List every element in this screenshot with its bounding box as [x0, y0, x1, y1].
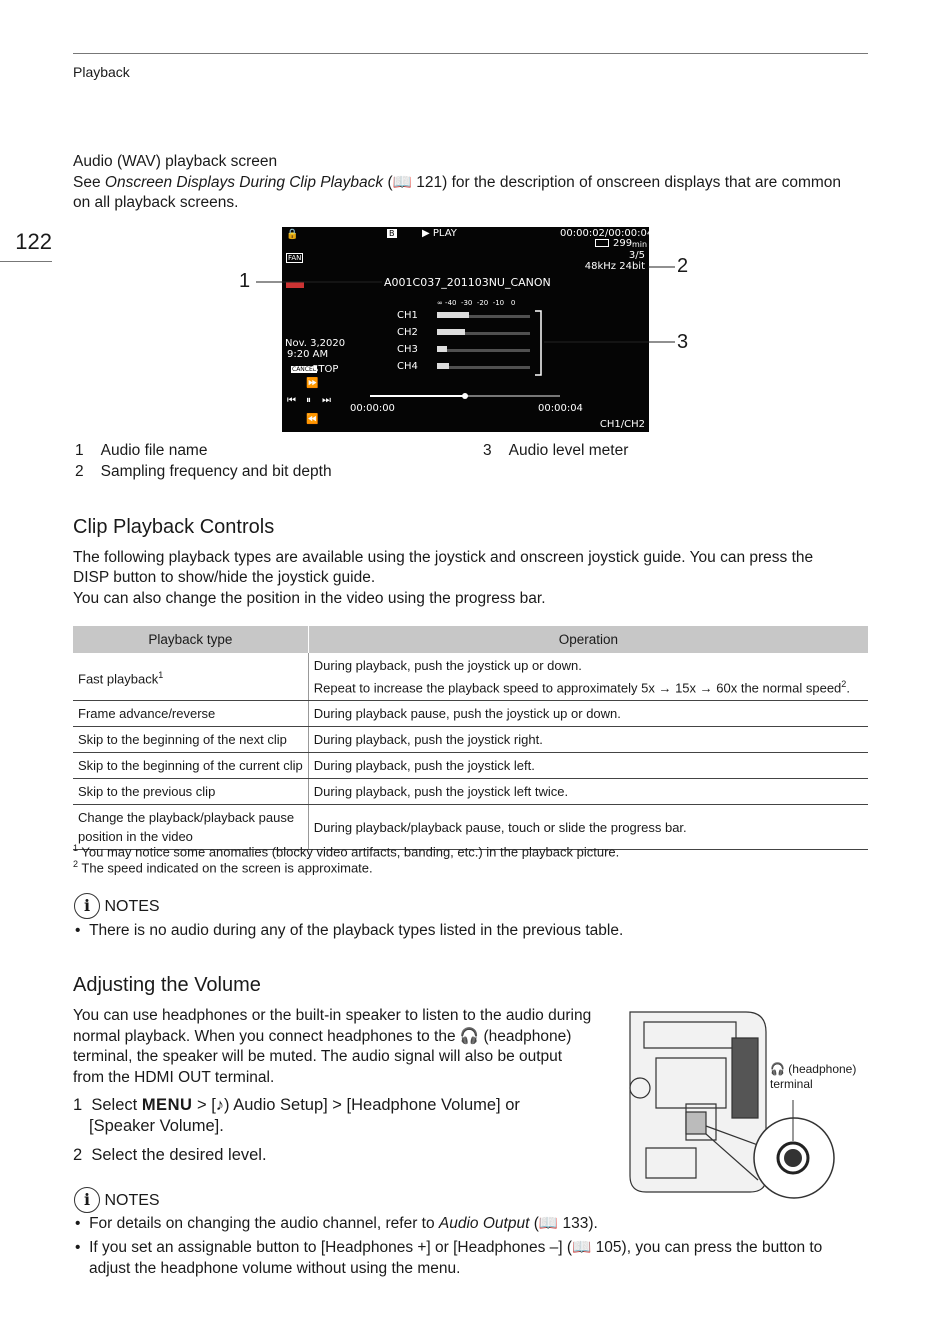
legend-item	[75, 463, 332, 481]
time-start: 00:00:00	[350, 403, 395, 414]
info-icon: i	[74, 893, 100, 919]
info-icon: i	[74, 1187, 100, 1213]
wav-intro: See Onscreen Displays During Clip Playback (📖 121) for the description of onscreen displays that are common	[73, 174, 842, 191]
volume-heading: Adjusting the Volume	[73, 974, 261, 996]
clip-counter: 3/5	[628, 250, 645, 261]
clip-para-line2: DISP button to show/hide the joystick guide.	[73, 569, 376, 586]
playback-table	[73, 626, 868, 850]
figure-label	[770, 1062, 856, 1092]
page-number-rule	[0, 261, 52, 262]
clip-controls-heading: Clip Playback Controls	[73, 516, 275, 538]
wav-intro-see: See	[73, 174, 105, 191]
cell-operation: During playback, push the joystick left twice.	[308, 779, 868, 805]
play-status: ▶ PLAY	[422, 228, 457, 239]
headphone-icon: 🎧	[770, 1062, 785, 1076]
cancel-badge: CANCEL	[292, 366, 317, 373]
cell-operation: During playback pause, push the joystick up or down.	[308, 701, 868, 727]
bullet-icon: •	[75, 1239, 81, 1256]
footnote-ref: 1	[158, 669, 164, 680]
note-item	[75, 1238, 822, 1259]
cell-operation: During playback, push the joystick left.	[308, 753, 868, 779]
channel-label-4: CH4	[397, 361, 418, 372]
legend-num: 1	[75, 442, 84, 459]
cell-type: Frame advance/reverse	[73, 701, 308, 727]
volume-para-line	[73, 1027, 571, 1048]
legend-num: 2	[75, 463, 84, 480]
footnote-text: You may notice some anomalies (blocky video artifacts, banding, etc.) in the playback picture.	[81, 844, 620, 860]
footnote-mark: 2	[73, 859, 79, 869]
note-ref[interactable]: 105	[595, 1239, 622, 1256]
step-text: Audio Setup] > [Headphone Volume] or	[229, 1096, 520, 1114]
legend-item	[483, 442, 628, 460]
cell-operation: During playback/playback pause, touch or slide the progress bar.	[308, 805, 868, 850]
volume-text: (headphone)	[479, 1028, 572, 1045]
wav-intro-line2: on all playback screens.	[73, 194, 239, 211]
bullet-icon: •	[75, 922, 81, 939]
op-tail: .	[846, 680, 850, 696]
notes-heading	[74, 893, 160, 919]
figure-label-text: (headphone)	[784, 1062, 857, 1076]
channel-label-3: CH3	[397, 344, 418, 355]
wav-intro-rest: ) for the description of onscreen displays that are common	[442, 174, 842, 191]
volume-para-line: from the HDMI OUT terminal.	[73, 1069, 275, 1086]
battery-icon	[595, 239, 609, 247]
legend-item	[75, 442, 207, 460]
table-row	[73, 727, 868, 753]
legend-num: 3	[483, 442, 492, 459]
playback-time: 9:20 AM	[287, 349, 329, 360]
step-1-line2: [Speaker Volume].	[89, 1117, 224, 1135]
cell-operation-line	[314, 675, 863, 697]
table-row	[73, 753, 868, 779]
legend-text: Audio level meter	[508, 442, 629, 459]
footnote-ref: 2	[841, 679, 847, 689]
bullet-icon: •	[75, 1215, 81, 1232]
note-item: • For details on changing the audio channel, refer to Audio Output (📖 133).	[75, 1215, 598, 1232]
progress-knob[interactable]	[462, 393, 468, 399]
note-text: ), you can press the button to	[621, 1239, 823, 1256]
callout-1: 1	[239, 270, 251, 292]
col-header-operation: Operation	[308, 626, 868, 653]
figure-label-line: terminal	[770, 1077, 813, 1091]
note-item-line2: adjust the headphone volume without using the menu.	[89, 1260, 461, 1277]
cell-type: Skip to the beginning of the current clip	[73, 753, 308, 779]
progress-bar[interactable]	[370, 395, 560, 397]
table-row	[73, 653, 868, 701]
progress-fill	[370, 395, 465, 397]
channel-label-2: CH2	[397, 327, 418, 338]
legend-text: Audio file name	[100, 442, 208, 459]
camera-headphone-figure	[626, 1008, 866, 1200]
playback-date: Nov. 3,2020	[285, 338, 346, 349]
col-header-type: Playback type	[73, 626, 308, 653]
stop-label: STOP	[312, 364, 339, 375]
step-number: 1	[73, 1096, 83, 1114]
battery-unit: min	[632, 240, 648, 249]
book-icon: 📖	[392, 174, 412, 191]
callout-2: 2	[677, 255, 689, 277]
note-text: For details on changing the audio channel, refer to	[89, 1215, 439, 1232]
cell-type-line: Change the playback/playback pause	[78, 810, 295, 826]
clip-para2: You can also change the position in the video using the progress bar.	[73, 590, 546, 607]
book-icon: 📖	[538, 1215, 559, 1232]
notes-label: NOTES	[104, 1191, 160, 1209]
time-end: 00:00:04	[538, 403, 583, 414]
wav-intro-ref[interactable]: 121	[416, 174, 443, 191]
channel-label-1: CH1	[397, 310, 418, 321]
table-header-row	[73, 626, 868, 653]
wav-heading: Audio (WAV) playback screen	[73, 153, 278, 170]
cell-type: Skip to the beginning of the next clip	[73, 727, 308, 753]
header-rule	[73, 53, 868, 54]
callout-3: 3	[677, 331, 689, 353]
timecode: 00:00:02/00:00:04	[560, 228, 654, 239]
fast-forward-icon: ⏩	[306, 378, 319, 389]
audio-setup-icon: ♪)	[215, 1096, 230, 1114]
notes-label: NOTES	[104, 897, 160, 915]
footnote	[73, 856, 373, 876]
note-ref[interactable]: 133	[562, 1215, 589, 1232]
pause-icon: ⏸	[306, 395, 311, 406]
note-text: If you set an assignable button to [Headphones +] or [Headphones –] (	[89, 1239, 573, 1256]
volume-para-line: You can use headphones or the built-in speaker to listen to the audio during	[73, 1007, 592, 1024]
battery-minutes: 299	[613, 238, 633, 249]
lock-icon: 🔒	[286, 229, 299, 240]
note-item	[75, 921, 623, 942]
step-number: 2	[73, 1146, 83, 1164]
volume-text: normal playback. When you connect headphones to the	[73, 1028, 460, 1045]
book-icon: 📖	[572, 1239, 592, 1256]
footnote-text: The speed indicated on the screen is approximate.	[81, 860, 373, 876]
table-row	[73, 701, 868, 727]
running-title: Playback	[73, 64, 130, 80]
step-text: Select the desired level.	[91, 1146, 267, 1164]
page-number: 122	[15, 229, 52, 254]
meter-scale: ∞ -40 -30 -20 -10 0	[437, 299, 516, 307]
fan-badge: FAN	[288, 254, 302, 262]
figure-label-line	[770, 1062, 856, 1077]
skip-next-icon: ⏭	[322, 395, 331, 406]
rewind-icon: ⏪	[306, 414, 319, 425]
cell-type	[73, 653, 308, 701]
table-row	[73, 779, 868, 805]
cell-type-line: position in the video	[78, 829, 193, 845]
callout-lines	[230, 250, 710, 360]
cell-operation	[308, 653, 868, 701]
legend-text: Sampling frequency and bit depth	[100, 463, 332, 480]
menu-button-label[interactable]: MENU	[141, 1096, 193, 1114]
cell-operation: During playback, push the joystick right.	[308, 727, 868, 753]
op-text: Repeat to increase the playback speed to approximately 5x → 15x → 60x the normal speed	[313, 680, 842, 696]
audio-filename: A001C037_201103NU_CANON	[384, 276, 551, 289]
step-text: Select	[91, 1096, 142, 1114]
step-2	[73, 1145, 267, 1166]
footnote-mark: 1	[73, 843, 79, 853]
headphone-icon: 🎧	[459, 1028, 480, 1045]
note-text: There is no audio during any of the playback types listed in the previous table.	[89, 922, 624, 939]
wav-intro-link[interactable]: Onscreen Displays During Clip Playback	[104, 174, 384, 191]
clip-para-line1: The following playback types are available using the joystick and onscreen joystick guide. You can press the	[73, 549, 814, 566]
cell-type: Skip to the previous clip	[73, 779, 308, 805]
volume-para-line: terminal, the speaker will be muted. The audio signal will also be output	[73, 1048, 563, 1065]
cell-operation-line: During playback, push the joystick up or down.	[313, 658, 582, 673]
note-text: ).	[588, 1215, 598, 1232]
cell-type-text: Fast playback	[78, 670, 159, 686]
sampling-readout: 48kHz 24bit	[584, 261, 645, 272]
step-text: > [	[192, 1096, 216, 1114]
skip-previous-icon: ⏮	[287, 395, 296, 406]
output-channels: CH1/CH2	[599, 419, 645, 430]
mode-badge: B	[389, 229, 395, 238]
notes-heading	[74, 1187, 160, 1213]
note-link[interactable]: Audio Output	[438, 1215, 530, 1232]
step-1	[73, 1095, 520, 1116]
